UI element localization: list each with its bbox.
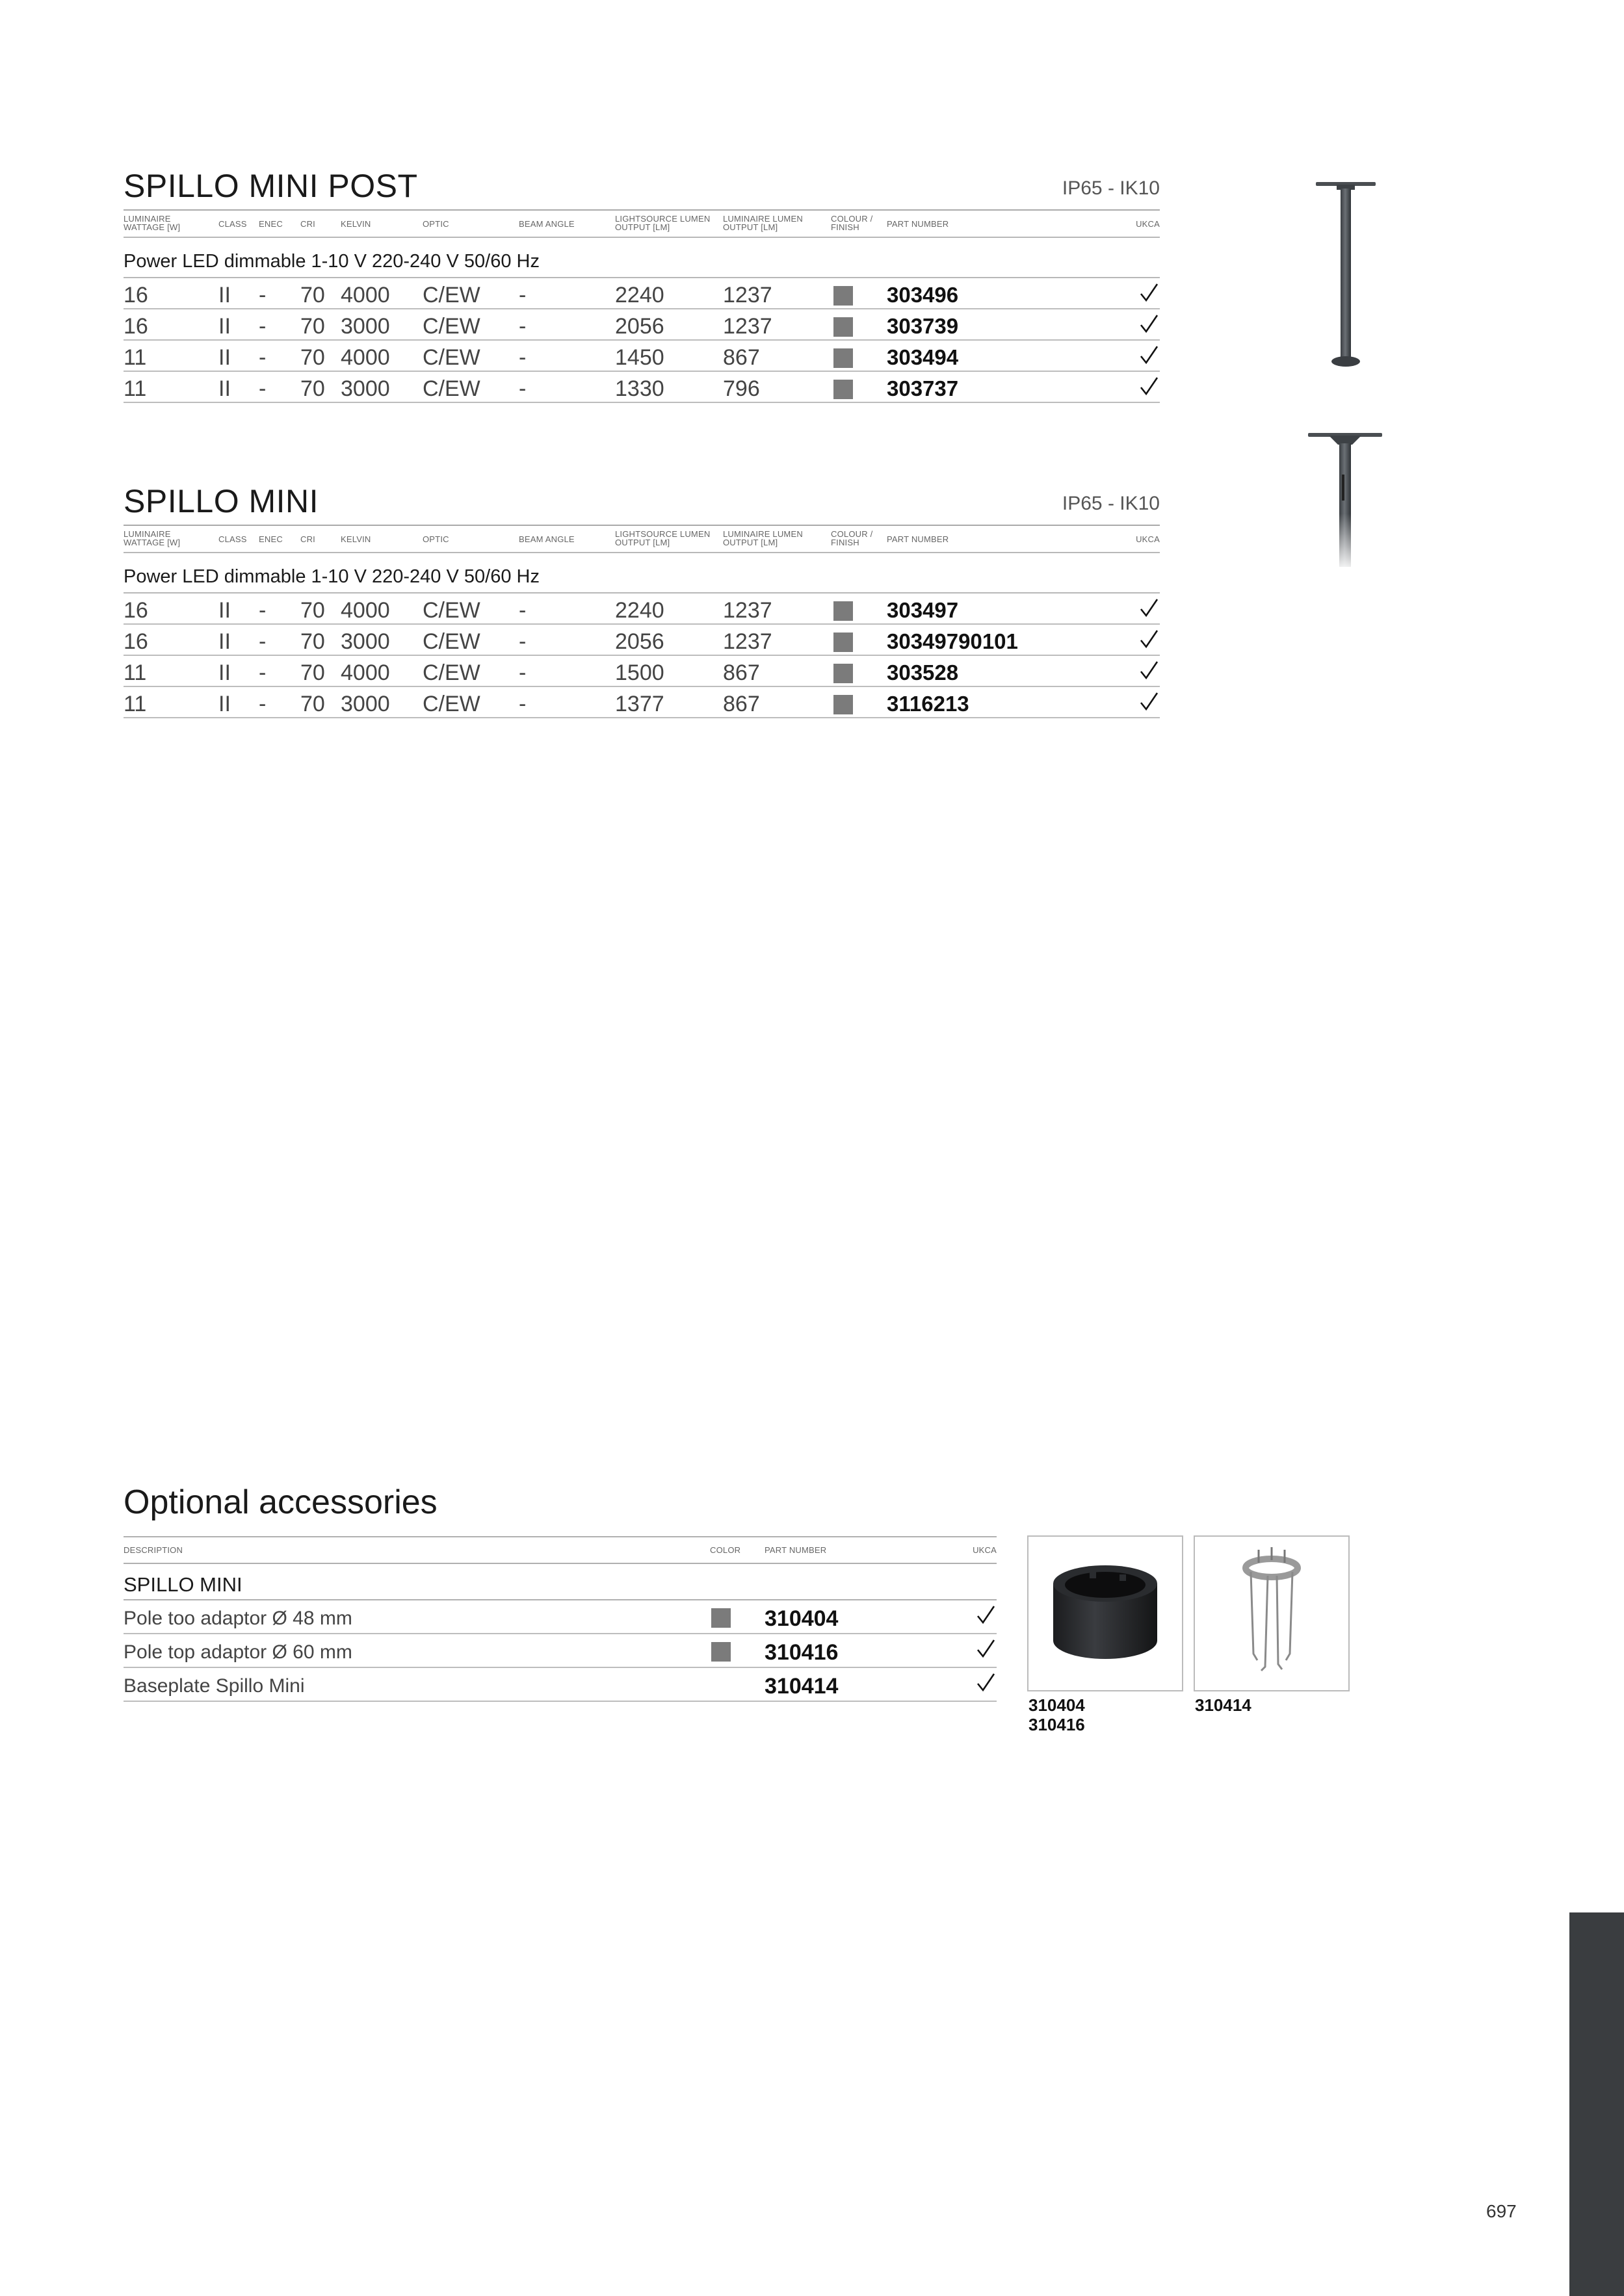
row-divider [124, 402, 1160, 403]
beam-angle: - [519, 598, 527, 623]
acc-col-header-color: COLOR [710, 1545, 741, 1555]
accessory-row [124, 1634, 997, 1668]
optic: C/EW [423, 629, 480, 654]
enec: - [259, 660, 267, 685]
cri: 70 [300, 598, 325, 623]
optic: C/EW [423, 598, 480, 623]
col-header-optic: OPTIC [423, 534, 449, 544]
check-icon [1139, 312, 1159, 335]
luminaire-lumen: 867 [723, 692, 760, 716]
accessory-row [124, 1668, 997, 1702]
col-header-optic: OPTIC [423, 219, 449, 229]
accessory-part-number: 310404 [765, 1606, 839, 1631]
wattage: 16 [124, 314, 148, 339]
col-header-beam: BEAM ANGLE [519, 219, 575, 229]
check-icon [1139, 659, 1159, 682]
colour-swatch [833, 664, 853, 683]
col-header-ukca: UKCA [1136, 219, 1160, 229]
check-icon [1139, 627, 1159, 651]
col-header-lightsource-lumen: LIGHTSOURCE LUMEN OUTPUT [LM] [615, 214, 711, 232]
part-number: 30349790101 [887, 629, 1018, 653]
enec: - [259, 692, 267, 716]
check-icon [1139, 374, 1159, 398]
accessory-description: Baseplate Spillo Mini [124, 1675, 305, 1697]
kelvin: 3000 [341, 376, 390, 401]
baseplate-caption: 310414 [1195, 1695, 1251, 1715]
col-header-colour: COLOUR / FINISH [831, 529, 873, 547]
header-rule-top [124, 525, 1160, 526]
part-number: 303528 [887, 660, 959, 685]
luminaire-lumen: 1237 [723, 283, 772, 307]
col-header-cri: CRI [300, 219, 315, 229]
acc-col-header-part-number: PART NUMBER [765, 1545, 827, 1555]
beam-angle: - [519, 345, 527, 370]
lightsource-lumen: 1500 [615, 660, 664, 685]
table-row [124, 625, 1160, 656]
baseplate-image [1195, 1537, 1348, 1690]
ip-rating: IP65 - IK10 [1062, 177, 1160, 199]
class: II [218, 314, 231, 339]
colour-swatch [711, 1642, 731, 1662]
beam-angle: - [519, 629, 527, 654]
acc-col-header-ukca: UKCA [973, 1545, 997, 1555]
part-number: 3116213 [887, 692, 969, 716]
beam-angle: - [519, 692, 527, 716]
lightsource-lumen: 1330 [615, 376, 664, 401]
col-header-class: CLASS [218, 534, 247, 544]
beam-angle: - [519, 376, 527, 401]
luminaire-lumen: 796 [723, 376, 760, 401]
enec: - [259, 345, 267, 370]
part-number: 303739 [887, 314, 959, 338]
optic: C/EW [423, 692, 480, 716]
enec: - [259, 376, 267, 401]
class: II [218, 345, 231, 370]
accessory-description: Pole top adaptor Ø 60 mm [124, 1641, 352, 1663]
colour-swatch [833, 601, 853, 621]
class: II [218, 283, 231, 307]
optic: C/EW [423, 345, 480, 370]
check-icon [976, 1603, 995, 1626]
col-header-enec: ENEC [259, 219, 283, 229]
class: II [218, 692, 231, 716]
chapter-side-tab [1569, 1912, 1624, 2296]
col-header-enec: ENEC [259, 534, 283, 544]
optic: C/EW [423, 314, 480, 339]
col-header-luminaire-lumen: LUMINAIRE LUMEN OUTPUT [LM] [723, 214, 803, 232]
pole-top-adaptor-image [1028, 1537, 1182, 1690]
enec: - [259, 629, 267, 654]
check-icon [1139, 596, 1159, 620]
beam-angle: - [519, 660, 527, 685]
colour-swatch [833, 317, 853, 337]
colour-swatch [833, 348, 853, 368]
acc-group-title: SPILLO MINI [124, 1573, 242, 1596]
part-number: 303497 [887, 598, 959, 622]
col-header-part-number: PART NUMBER [887, 219, 949, 229]
cri: 70 [300, 660, 325, 685]
check-icon [976, 1671, 995, 1694]
wattage: 16 [124, 283, 148, 307]
cri: 70 [300, 692, 325, 716]
class: II [218, 629, 231, 654]
table-row [124, 656, 1160, 687]
acc-header-rule-bottom [124, 1563, 997, 1564]
col-header-wattage: LUMINAIRE WATTAGE [W] [124, 529, 181, 547]
part-number: 303494 [887, 345, 959, 369]
kelvin: 3000 [341, 629, 390, 654]
enec: - [259, 598, 267, 623]
group-title: Power LED dimmable 1-10 V 220-240 V 50/60 Hz [124, 566, 540, 587]
colour-swatch [833, 380, 853, 399]
col-header-ukca: UKCA [1136, 534, 1160, 544]
table-row [124, 372, 1160, 403]
luminaire-lumen: 1237 [723, 314, 772, 339]
class: II [218, 598, 231, 623]
colour-swatch [833, 286, 853, 306]
acc-col-header-description: DESCRIPTION [124, 1545, 183, 1555]
kelvin: 3000 [341, 314, 390, 339]
optic: C/EW [423, 283, 480, 307]
table-row [124, 594, 1160, 625]
accessory-row [124, 1600, 997, 1634]
luminaire-lumen: 867 [723, 345, 760, 370]
colour-swatch [833, 633, 853, 652]
cri: 70 [300, 376, 325, 401]
kelvin: 4000 [341, 660, 390, 685]
check-icon [976, 1637, 995, 1660]
baseplate-image-box [1194, 1535, 1350, 1691]
spillo-mini-product-image [1303, 429, 1387, 572]
enec: - [259, 283, 267, 307]
class: II [218, 376, 231, 401]
table-row [124, 687, 1160, 718]
cri: 70 [300, 629, 325, 654]
accessory-description: Pole too adaptor Ø 48 mm [124, 1608, 352, 1629]
part-number: 303737 [887, 376, 959, 400]
section-title: SPILLO MINI POST [124, 168, 418, 204]
ip-rating: IP65 - IK10 [1062, 493, 1160, 514]
header-rule-bottom [124, 237, 1160, 238]
optic: C/EW [423, 660, 480, 685]
col-header-part-number: PART NUMBER [887, 534, 949, 544]
class: II [218, 660, 231, 685]
check-icon [1139, 690, 1159, 713]
enec: - [259, 314, 267, 339]
check-icon [1139, 343, 1159, 367]
accessory-part-number: 310414 [765, 1674, 839, 1699]
col-header-wattage: LUMINAIRE WATTAGE [W] [124, 214, 181, 232]
spillo-mini-post-product-image [1307, 177, 1385, 372]
kelvin: 4000 [341, 345, 390, 370]
col-header-class: CLASS [218, 219, 247, 229]
col-header-luminaire-lumen: LUMINAIRE LUMEN OUTPUT [LM] [723, 529, 803, 547]
row-divider [124, 1701, 997, 1702]
col-header-beam: BEAM ANGLE [519, 534, 575, 544]
row-divider [124, 717, 1160, 718]
group-title: Power LED dimmable 1-10 V 220-240 V 50/60 Hz [124, 251, 540, 272]
wattage: 11 [124, 660, 147, 685]
col-header-kelvin: KELVIN [341, 219, 371, 229]
col-header-kelvin: KELVIN [341, 534, 371, 544]
beam-angle: - [519, 283, 527, 307]
lightsource-lumen: 2240 [615, 283, 664, 307]
luminaire-lumen: 1237 [723, 598, 772, 623]
pole-top-adaptor-image-box [1027, 1535, 1183, 1691]
kelvin: 4000 [341, 283, 390, 307]
table-row [124, 309, 1160, 341]
col-header-lightsource-lumen: LIGHTSOURCE LUMEN OUTPUT [LM] [615, 529, 711, 547]
colour-swatch [711, 1608, 731, 1628]
beam-angle: - [519, 314, 527, 339]
cri: 70 [300, 283, 325, 307]
lightsource-lumen: 1450 [615, 345, 664, 370]
col-header-cri: CRI [300, 534, 315, 544]
colour-swatch [833, 695, 853, 714]
lightsource-lumen: 2056 [615, 629, 664, 654]
wattage: 11 [124, 692, 147, 716]
accessories-title: Optional accessories [124, 1483, 438, 1521]
lightsource-lumen: 2056 [615, 314, 664, 339]
col-header-colour: COLOUR / FINISH [831, 214, 873, 232]
wattage: 16 [124, 598, 148, 623]
optic: C/EW [423, 376, 480, 401]
acc-header-rule-top [124, 1536, 997, 1537]
page-number: 697 [1486, 2201, 1517, 2221]
pole-top-adaptor-caption: 310404 310416 [1028, 1695, 1085, 1734]
header-rule-top [124, 209, 1160, 211]
cri: 70 [300, 314, 325, 339]
accessory-part-number: 310416 [765, 1640, 839, 1665]
table-row [124, 341, 1160, 372]
wattage: 16 [124, 629, 148, 654]
luminaire-lumen: 1237 [723, 629, 772, 654]
section-title: SPILLO MINI [124, 483, 319, 519]
kelvin: 4000 [341, 598, 390, 623]
check-icon [1139, 281, 1159, 304]
table-row [124, 278, 1160, 309]
kelvin: 3000 [341, 692, 390, 716]
lightsource-lumen: 2240 [615, 598, 664, 623]
part-number: 303496 [887, 283, 959, 307]
lightsource-lumen: 1377 [615, 692, 664, 716]
header-rule-bottom [124, 552, 1160, 553]
luminaire-lumen: 867 [723, 660, 760, 685]
cri: 70 [300, 345, 325, 370]
wattage: 11 [124, 376, 147, 401]
wattage: 11 [124, 345, 147, 370]
